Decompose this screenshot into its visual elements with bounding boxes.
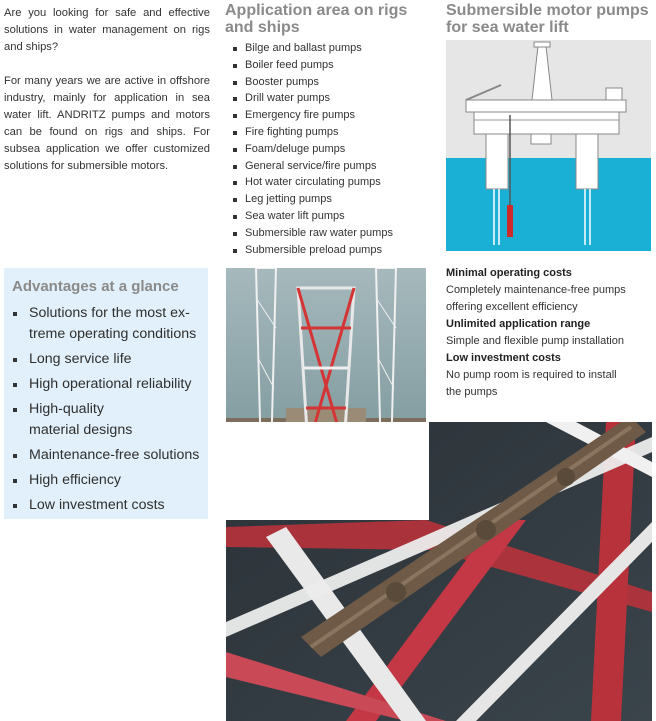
list-item: Submersible preload pumps: [225, 242, 425, 259]
benefit-text: Completely maintenance-free pumps: [446, 284, 626, 296]
advantages-list: [12, 303, 208, 516]
list-item: Low investment costs: [12, 495, 208, 516]
list-item: Emergency fire pumps: [225, 107, 425, 124]
list-item: Long service life: [12, 349, 208, 370]
list-item: High-quality material designs: [12, 399, 208, 441]
list-item: High operational reliability: [12, 374, 208, 395]
list-item: Maintenance-free solutions: [12, 445, 208, 466]
intro-text: [4, 5, 210, 192]
benefit-text: the pumps: [446, 386, 498, 398]
benefit-text: Simple and flexible pump installation: [446, 335, 624, 347]
list-item: Foam/deluge pumps: [225, 141, 425, 158]
list-item: Hot water circulating pumps: [225, 174, 425, 191]
advantages-heading: Advantages at a glance: [12, 278, 179, 295]
application-heading-line-1: Application area on rigs: [225, 2, 408, 19]
list-item: Fire fighting pumps: [225, 124, 425, 141]
list-item: Booster pumps: [225, 74, 425, 91]
application-heading-line-2: and ships: [225, 19, 300, 36]
benefit-heading: Low investment costs: [446, 352, 561, 364]
submersible-section: [446, 2, 656, 36]
list-item: Leg jetting pumps: [225, 191, 425, 208]
list-item: Submersible raw water pumps: [225, 225, 425, 242]
pipe-sea-photo: [226, 422, 652, 721]
list-item: Bilge and ballast pumps: [225, 40, 425, 57]
list-item: Solutions for the most ex- treme operating conditions: [12, 303, 208, 345]
application-heading: [225, 2, 425, 36]
benefit-text: offering excellent efficiency: [446, 301, 578, 313]
submersible-heading: [446, 2, 656, 36]
benefit-text: No pump room is required to install: [446, 369, 617, 381]
benefit-heading: Minimal operating costs: [446, 267, 572, 279]
list-item: Drill water pumps: [225, 90, 425, 107]
application-section: [225, 2, 425, 258]
benefits-text: [446, 265, 652, 401]
rig-diagram-illustration: [446, 40, 651, 251]
application-list: [225, 40, 425, 258]
list-item: Boiler feed pumps: [225, 57, 425, 74]
advantages-box: [4, 268, 208, 519]
list-item: General service/fire pumps: [225, 158, 425, 175]
benefit-heading: Unlimited application range: [446, 318, 591, 330]
intro-paragraph-2: For many years we are active in offshore industry, mainly for application in sea water lift. ANDRITZ pumps and motors can be found on rigs and ships. For subsea application we offer customized solutions for submersible motors.: [4, 75, 210, 172]
submersible-heading-line-2: for sea water lift: [446, 19, 569, 36]
list-item: Sea water lift pumps: [225, 208, 425, 225]
submersible-heading-line-1: Submersible motor pumps: [446, 2, 649, 19]
list-item: High efficiency: [12, 470, 208, 491]
intro-paragraph-1: Are you looking for safe and effective solutions in water management on rigs and ships?: [4, 7, 210, 53]
